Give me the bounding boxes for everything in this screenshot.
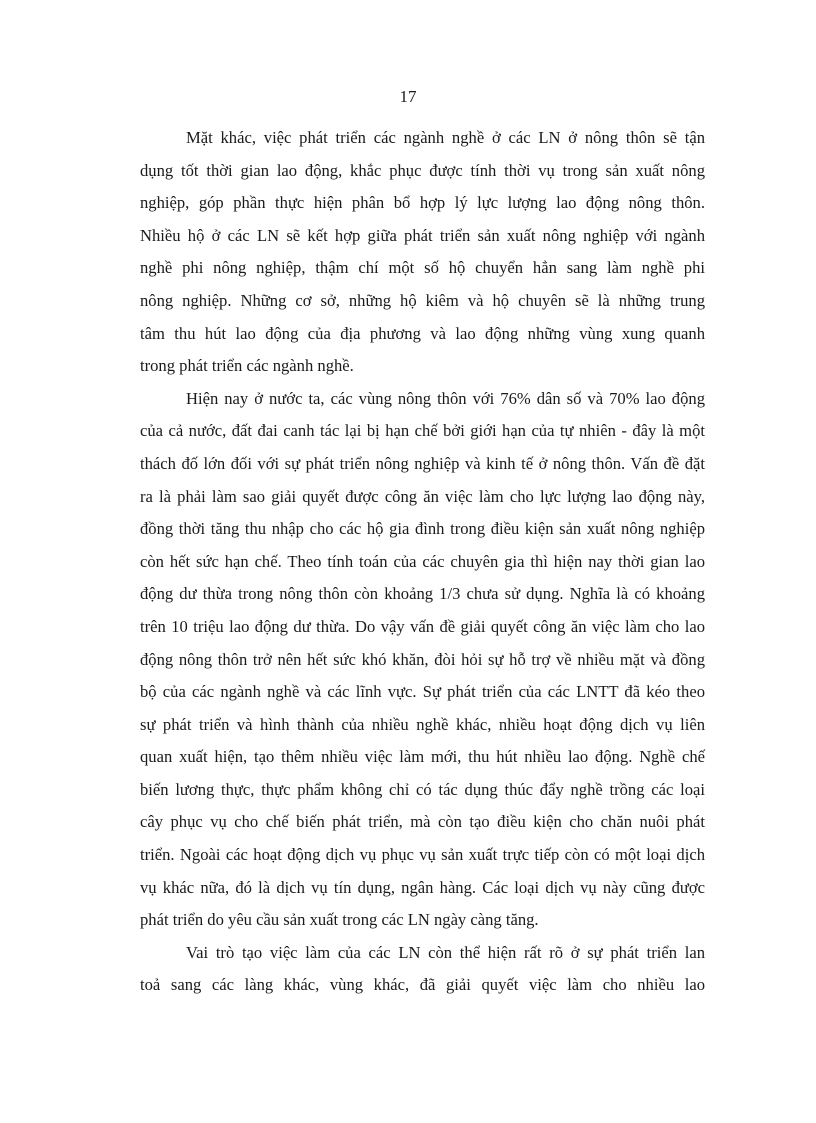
text-line: Hiện nay ở nước ta, các vùng nông thôn với 76% dân số và 70% lao động	[186, 388, 705, 408]
text-line: đồng thời tăng thu nhập cho các hộ gia đình trong điều kiện sản xuất nông nghiệp	[140, 519, 705, 539]
text-line: bộ của các ngành nghề và các lĩnh vực. Sự phát triển của các LNTT đã kéo theo	[140, 682, 705, 702]
text-line: nghiệp, góp phần thực hiện phân bổ hợp lý lực lượng lao động nông thôn.	[140, 193, 705, 213]
text-line: phát triển do yêu cầu sản xuất trong các LN ngày càng tăng.	[140, 910, 539, 930]
text-line: trong phát triển các ngành nghề.	[140, 356, 354, 376]
text-line: trên 10 triệu lao động dư thừa. Do vậy vấn đề giải quyết công ăn việc làm cho lao	[140, 616, 705, 636]
text-line: dụng tốt thời gian lao động, khắc phục được tính thời vụ trong sản xuất nông	[140, 160, 705, 180]
text-line: tâm thu hút lao động của địa phương và lao động những vùng xung quanh	[140, 323, 705, 343]
text-line: động dư thừa trong nông thôn còn khoảng 1/3 chưa sử dụng. Nghĩa là có khoảng	[140, 584, 705, 604]
text-line: vụ khác nữa, đó là dịch vụ tín dụng, ngân hàng. Các loại dịch vụ này cũng được	[140, 877, 705, 897]
text-line: Mặt khác, việc phát triển các ngành nghề ở các LN ở nông thôn sẽ tận	[186, 128, 705, 147]
text-line: triển. Ngoài các hoạt động dịch vụ phục vụ sản xuất trực tiếp còn có một loại dịch	[140, 845, 705, 865]
paragraph-3	[140, 937, 705, 1002]
text-line: Nhiều hộ ở các LN sẽ kết hợp giữa phát triển sản xuất nông nghiệp với ngành	[140, 225, 705, 245]
text-line: cây phục vụ cho chế biến phát triển, mà còn tạo điều kiện cho chăn nuôi phát	[140, 812, 705, 832]
text-line: động nông thôn trở nên hết sức khó khăn, đòi hỏi sự hỗ trợ về nhiều mặt và đồng	[140, 649, 705, 669]
document-body	[140, 122, 705, 1002]
text-line: nghề phi nông nghiệp, thậm chí một số hộ chuyển hẳn sang làm nghề phi	[140, 258, 705, 278]
text-line: còn hết sức hạn chế. Theo tính toán của các chuyên gia thì hiện nay thời gian lao	[140, 551, 705, 571]
text-line: biến lương thực, thực phẩm không chỉ có tác dụng thúc đẩy nghề trồng các loại	[140, 779, 705, 799]
text-line: nông nghiệp. Những cơ sở, những hộ kiêm và hộ chuyên sẽ là những trung	[140, 290, 705, 310]
text-line: Vai trò tạo việc làm của các LN còn thể hiện rất rõ ở sự phát triển lan	[186, 942, 705, 962]
page-number: 17	[399, 87, 417, 106]
text-line: thách đố lớn đối với sự phát triển nông nghiệp và kinh tế ở nông thôn. Vấn đề đặt	[140, 453, 705, 473]
text-line: của cả nước, đất đai canh tác lại bị hạn chế bởi giới hạn của tự nhiên - đây là một	[140, 421, 705, 441]
text-line: sự phát triển và hình thành của nhiều nghề khác, nhiều hoạt động dịch vụ liên	[140, 714, 705, 734]
paragraph-1	[140, 122, 705, 383]
text-line: ra là phải làm sao giải quyết được công ăn việc làm cho lực lượng lao động này,	[140, 486, 705, 506]
text-line: quan xuất hiện, tạo thêm nhiều việc làm mới, thu hút nhiều lao động. Nghề chế	[140, 747, 705, 767]
text-line: toả sang các làng khác, vùng khác, đã giải quyết việc làm cho nhiều lao	[140, 975, 705, 995]
paragraph-2	[140, 383, 705, 937]
